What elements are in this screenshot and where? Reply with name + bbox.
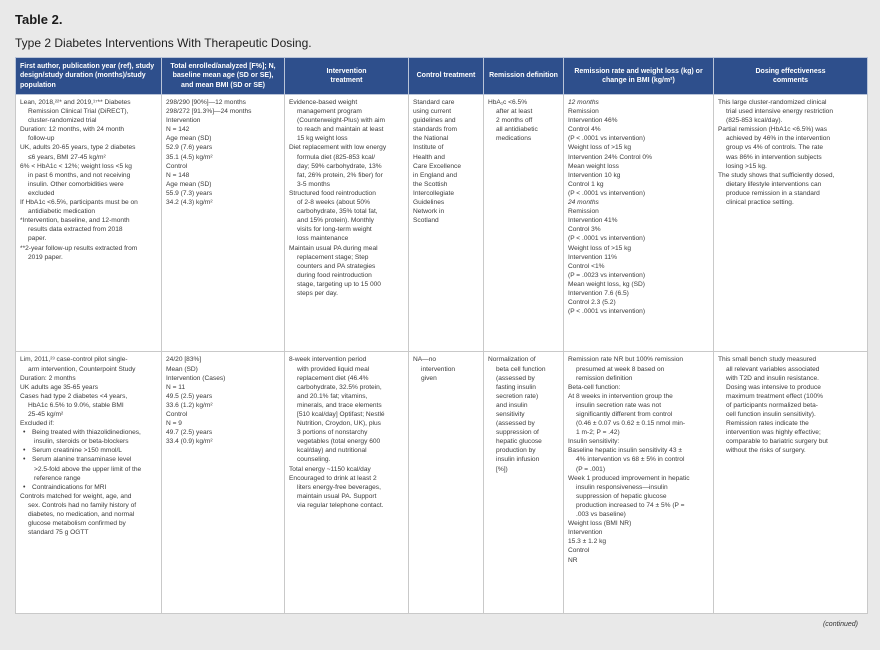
cell-line: (P < .0001 vs intervention) <box>568 135 646 143</box>
cell-line: UK adults age 35-65 years <box>20 383 99 391</box>
cell-line: 3-5 months <box>297 180 330 188</box>
cell-enrolled <box>162 95 285 352</box>
cell-line: Control 3% <box>568 226 601 234</box>
cell-line: (P < .0001 vs intervention) <box>568 189 646 197</box>
header-line: baseline mean age (SD or SE), <box>172 72 274 80</box>
cell-line: of participants normalized beta- <box>726 401 818 409</box>
table-title: Type 2 Diabetes Interventions With Therapeutic Dosing. <box>15 36 312 50</box>
cell-line: via regular telephone contact. <box>297 501 384 509</box>
cell-line: maintain usual PA. Support <box>297 492 377 500</box>
cell-control <box>409 95 484 352</box>
cell-line: (Counterweight-Plus) with aim <box>297 117 385 125</box>
cell-line: 298/272 [91.3%]—24 months <box>166 108 252 116</box>
cell-line: kcal/day) and nutritional <box>297 447 367 455</box>
cell-line: Lean, 2018,²²* and 2019,¹⁷** Diabetes <box>20 99 131 106</box>
cell-line: (assessed by <box>496 420 535 428</box>
cell-line: fasting insulin <box>496 383 536 391</box>
header-line: First author, publication year (ref), study <box>20 63 155 71</box>
cell-line: remission definition <box>576 374 633 382</box>
cell-line: results data extracted from 2018 <box>28 226 123 234</box>
cell-line: suppression of hepatic glucose <box>576 492 667 500</box>
cell-line: secretion rate) <box>496 392 539 400</box>
header-line: Intervention <box>326 67 367 75</box>
header-line: Remission definition <box>489 72 558 80</box>
cell-line: guidelines and <box>413 117 456 125</box>
cell-line: and 20.1% fat; vitamins, <box>297 392 368 400</box>
cell-line: (assessed by <box>496 374 535 382</box>
cell-line: production by <box>496 447 536 455</box>
cell-line: liters energy-free beverages, <box>297 483 381 491</box>
cell-line: 24/20 [83%] <box>166 356 202 364</box>
cell-line: (P = .0023 vs intervention) <box>568 271 646 279</box>
cell-line: Remission Clinical Trial (DiRECT), <box>28 108 129 116</box>
cell-line: Remission <box>568 208 599 216</box>
cell-line: 52.9 (7.6) years <box>166 144 213 152</box>
cell-line: of 2-8 weeks (about 50% <box>297 199 370 207</box>
cell-line: Week 1 produced improvement in hepatic <box>568 474 690 482</box>
header-intervention <box>285 58 409 95</box>
cell-line: (825-853 kcal/day). <box>726 117 783 125</box>
cell-line: Weight loss of >15 kg <box>568 244 632 252</box>
cell-line: presumed at week 8 based on <box>576 365 665 373</box>
cell-line: the National <box>413 135 449 143</box>
cell-line: intervention <box>421 365 456 373</box>
cell-line: Encouraged to drink at least 2 <box>289 474 377 482</box>
cell-line: 4% intervention vs 68 ± 5% in control <box>576 456 685 464</box>
header-study <box>16 58 162 95</box>
bullet-item: • Being treated with thiazolidinediones, <box>20 428 157 437</box>
cell-line: N = 11 <box>166 383 186 391</box>
cell-line: all antidiabetic <box>496 126 538 134</box>
cell-line: Mean (SD) <box>166 365 198 373</box>
cell-line: Age mean (SD) <box>166 135 212 143</box>
cell-line: suppression of <box>496 429 539 437</box>
cell-line: Dosing was intensive to produce <box>726 383 821 391</box>
cell-line: Intervention 46% <box>568 117 618 125</box>
cell-line: losing >15 kg. <box>726 162 767 170</box>
cell-line: day; 59% carbohydrate, 13% <box>297 162 382 170</box>
header-line: treatment <box>330 77 363 84</box>
cell-line: follow-up <box>28 135 55 143</box>
cell-line: insulin responsiveness—insulin <box>576 483 668 491</box>
cell-line: in England and <box>413 171 457 179</box>
cell-line: Duration: 2 months <box>20 374 76 382</box>
cell-line: with provided liquid meal <box>297 365 370 373</box>
cell-line: Control <box>166 162 188 170</box>
cell-line: replacement stage; Step <box>297 253 369 261</box>
cell-line: Control 4% <box>568 126 601 134</box>
cell-line: (P = .001) <box>576 465 606 473</box>
cell-line: insulin, steroids or beta-blockers <box>34 438 129 446</box>
cell-line: (P < .0001 vs intervention) <box>568 308 646 316</box>
cell-line: 33.6 (1.2) kg/m² <box>166 401 213 409</box>
cell-line: management program <box>297 108 362 116</box>
cell-line: counters and PA strategies <box>297 262 376 270</box>
cell-line: vegetables (total energy 600 <box>297 438 381 446</box>
header-line: Total enrolled/analyzed [F%]; N, <box>170 63 276 71</box>
cell-remission-definition <box>484 95 564 352</box>
cell-line: stage, targeting up to 15 000 <box>297 280 381 288</box>
cell-line: formula diet (825-853 kcal/ <box>297 153 376 161</box>
cell-line: 1 m-2; P = .42) <box>576 429 620 437</box>
cell-line: The study shows that sufficiently dosed, <box>718 171 835 179</box>
cell-line: in past 6 months, and not receiving <box>28 171 131 179</box>
cell-line: Intervention 41% <box>568 217 618 225</box>
cell-line: glucose metabolism confirmed by <box>28 520 126 528</box>
cell-line: >2.5-fold above the upper limit of the <box>34 465 142 473</box>
cell-line: insulin secretion rate was not <box>576 401 662 409</box>
cell-line: insulin infusion <box>496 456 540 464</box>
cell-line: production increased to 74 ± 5% (P = <box>576 501 685 509</box>
cell-line: insulin. Other comorbidities were <box>28 180 124 188</box>
cell-line: N = 148 <box>166 171 190 179</box>
cell-line: 2 months off <box>496 117 533 125</box>
bullet-item: • Serum alanine transaminase level <box>20 455 157 464</box>
cell-line: to reach and maintain at least <box>297 126 384 134</box>
cell-line: using current <box>413 108 452 116</box>
cell-line: Control 2.3 (5.2) <box>568 299 616 307</box>
cell-line: Health and <box>413 153 445 161</box>
cell-line: Age mean (SD) <box>166 180 212 188</box>
header-line: Remission rate and weight loss (kg) or <box>574 67 703 75</box>
cell-line: 35.1 (4.5) kg/m² <box>166 153 213 161</box>
cell-line: (0.46 ± 0.07 vs 0.62 ± 0.15 nmol min- <box>576 420 686 428</box>
cell-line: 25-45 kg/m² <box>28 411 64 419</box>
cell-line: Care Excellence <box>413 162 462 170</box>
cell-line: Intervention <box>568 529 603 537</box>
cell-line: given <box>421 374 437 382</box>
cell-line: 15.3 ± 1.2 kg <box>568 538 607 546</box>
header-remission-rate <box>564 58 714 95</box>
cell-line: N = 142 <box>166 126 190 134</box>
cell-line: Institute of <box>413 144 444 152</box>
cell-line: Intervention 10 kg <box>568 171 621 179</box>
cell-line: carbohydrate, 35% total fat, <box>297 208 378 216</box>
bullet-item: • Serum creatinine >150 mmol/L <box>20 446 157 455</box>
cell-line: [%]) <box>496 465 508 473</box>
cell-line: 33.4 (0.9) kg/m² <box>166 438 213 446</box>
cell-line: sensitivity <box>496 411 525 419</box>
cell-line: 24 months <box>568 199 599 207</box>
cell-line: Remission rate NR but 100% remission <box>568 356 684 364</box>
cell-line: Mean weight loss <box>568 162 619 170</box>
cell-line: maximum treatment effect (100% <box>726 392 823 400</box>
cell-line: fat, 26% protein, 2% fiber) for <box>297 171 383 179</box>
cell-line: This large cluster-randomized clinical <box>718 99 827 106</box>
cell-line: standards from <box>413 126 457 134</box>
cell-remission-definition <box>484 352 564 614</box>
cell-line: *Intervention, baseline, and 12-month <box>20 217 130 225</box>
cell-line: Evidence-based weight <box>289 99 358 106</box>
cell-line: Intervention 11% <box>568 253 617 261</box>
cell-line: Baseline hepatic insulin sensitivity 43 ± <box>568 447 682 455</box>
table-row <box>16 95 868 352</box>
bullet-item: • Contraindications for MRI <box>20 483 157 492</box>
cell-line: If HbA1c <6.5%, participants must be on <box>20 199 138 207</box>
cell-line: standard 75 g OGTT <box>28 529 89 537</box>
cell-intervention <box>285 352 409 614</box>
cell-line: Intervention 24% Control 0% <box>568 153 652 161</box>
cell-line: HbA1c 6.5% to 9.0%, stable BMI <box>28 401 124 409</box>
cell-line: hepatic glucose <box>496 438 542 446</box>
cell-line: 6% < HbA1c < 12%; weight loss <5 kg <box>20 162 132 170</box>
cell-line: 298/290 [90%]—12 months <box>166 99 246 106</box>
cell-line: 49.5 (2.5) years <box>166 392 213 400</box>
cell-line: beta cell function <box>496 365 546 373</box>
cell-line: arm intervention, Counterpoint Study <box>28 365 136 373</box>
cell-line: antidiabetic medication <box>28 208 96 216</box>
cell-line: with T2D and insulin resistance. <box>726 374 819 382</box>
cell-line: HbA₁c <6.5% <box>488 99 528 106</box>
cell-line: NR <box>568 556 578 564</box>
cell-line: achieved by 46% in the intervention <box>726 135 831 143</box>
header-line: change in BMI (kg/m²) <box>602 77 675 84</box>
cell-line: dietary lifestyle interventions can <box>726 180 822 188</box>
header-enrolled <box>162 58 285 95</box>
cell-line: 49.7 (2.5) years <box>166 429 213 437</box>
header-line: and mean BMI (SD or SE) <box>180 81 265 89</box>
cell-line: Total energy ~1150 kcal/day <box>289 465 371 473</box>
cell-comments <box>714 352 868 614</box>
cell-line: all relevant variables associated <box>726 365 820 373</box>
cell-line: Structured food reintroduction <box>289 189 376 197</box>
header-dosing-effectiveness <box>714 58 868 95</box>
cell-intervention <box>285 95 409 352</box>
cell-line: Intervention (Cases) <box>166 374 226 382</box>
cell-line: Weight loss (BMI NR) <box>568 520 632 528</box>
cell-line: Control <1% <box>568 262 605 270</box>
header-line: population <box>20 81 56 89</box>
cell-line: Cases had type 2 diabetes <4 years, <box>20 392 128 400</box>
table-number: Table 2. <box>15 12 63 27</box>
cell-line: At 8 weeks in intervention group the <box>568 392 673 400</box>
cell-line: 34.2 (4.3) kg/m² <box>166 199 213 207</box>
cell-line: during food reintroduction <box>297 271 372 279</box>
cell-line: Mean weight loss, kg (SD) <box>568 280 645 288</box>
cell-line: .003 vs baseline) <box>576 511 626 519</box>
cell-line: produce remission in a standard <box>726 189 820 197</box>
cell-line: Insulin sensitivity: <box>568 438 620 446</box>
cell-line: (P < .0001 vs intervention) <box>568 235 646 243</box>
continued-note: (continued) <box>822 621 858 628</box>
cell-line: Standard care <box>413 99 455 106</box>
cell-line: reference range <box>34 474 81 482</box>
cell-line: Lim, 2011,²³ case-control pilot single- <box>20 356 128 364</box>
header-control <box>409 58 484 95</box>
cell-remission-rate <box>564 352 714 614</box>
cell-line: carbohydrate, 32.5% protein, <box>297 383 382 391</box>
cell-line: Controls matched for weight, age, and <box>20 492 132 500</box>
cell-line: paper. <box>28 235 47 243</box>
cell-comments <box>714 95 868 352</box>
cell-line: Remission rates indicate the <box>726 420 809 428</box>
header-line: Control treatment <box>416 72 476 80</box>
cell-line: group vs 4% of controls. The rate <box>726 144 824 152</box>
cell-line: without the risks of surgery. <box>726 447 806 455</box>
cell-line: Nutrition, Croydon, UK), plus <box>297 420 381 428</box>
cell-line: was 86% in intervention subjects <box>726 153 822 161</box>
cell-line: Beta-cell function: <box>568 383 621 391</box>
cell-line: NA—no <box>413 356 437 364</box>
cell-line: comparable to bariatric surgery but <box>726 438 828 446</box>
cell-line: **2-year follow-up results extracted from <box>20 244 138 252</box>
header-remission-definition <box>484 58 564 95</box>
cell-line: clinical practice setting. <box>726 199 794 207</box>
cell-line: Normalization of <box>488 356 536 364</box>
cell-study <box>16 352 162 614</box>
cell-control <box>409 352 484 614</box>
cell-line: excluded <box>28 189 55 197</box>
header-row <box>16 58 868 95</box>
cell-line: N = 9 <box>166 420 182 428</box>
cell-line: significantly different from control <box>576 411 673 419</box>
cell-line: Intervention <box>166 117 201 125</box>
cell-line: counseling. <box>297 456 331 464</box>
cell-line: Control <box>166 411 188 419</box>
cell-line: replacement diet (46.4% <box>297 374 369 382</box>
cell-line: Control <box>568 547 590 555</box>
cell-line: medications <box>496 135 532 143</box>
cell-line: Maintain usual PA during meal <box>289 244 378 252</box>
cell-remission-rate <box>564 95 714 352</box>
cell-line: Intervention 7.6 (6.5) <box>568 289 629 297</box>
cell-line: Intercollegiate <box>413 189 455 197</box>
cell-line: trial used intensive energy restriction <box>726 108 834 116</box>
cell-line: This small bench study measured <box>718 356 817 364</box>
cell-line: visits for long-term weight <box>297 226 372 234</box>
cell-line: cell function insulin sensitivity). <box>726 411 816 419</box>
cell-line: 12 months <box>568 99 599 106</box>
cell-line: intervention was highly effective; <box>726 429 821 437</box>
cell-line: Excluded if: <box>20 420 55 428</box>
cell-line: and insulin <box>496 401 528 409</box>
cell-line: 55.9 (7.3) years <box>166 189 213 197</box>
header-line: Dosing effectiveness <box>755 67 826 75</box>
cell-line: 15 kg weight loss <box>297 135 348 143</box>
header-line: comments <box>772 77 808 84</box>
cell-line: Control 1 kg <box>568 180 604 188</box>
cell-line: Network in <box>413 208 445 216</box>
cell-line: cluster-randomized trial <box>28 117 97 125</box>
cell-line: Remission <box>568 108 599 116</box>
cell-line: and 15% protein). Monthly <box>297 217 374 225</box>
cell-line: Diet replacement with low energy <box>289 144 387 152</box>
interventions-table <box>15 57 868 614</box>
cell-study <box>16 95 162 352</box>
cell-line: UK, adults 20-65 years, type 2 diabetes <box>20 144 136 152</box>
cell-line: Scotland <box>413 217 439 225</box>
cell-line: diabetes, no medication, and normal <box>28 511 135 519</box>
header-line: design/study duration (months)/study <box>20 72 146 80</box>
cell-line: [510 kcal/day] Optifast; Nestlé <box>297 411 385 419</box>
cell-line: after at least <box>496 108 533 116</box>
cell-line: loss maintenance <box>297 235 349 243</box>
table-row <box>16 352 868 614</box>
cell-line: 3 portions of nonstarchy <box>297 429 368 437</box>
cell-line: Duration: 12 months, with 24 month <box>20 126 125 134</box>
cell-line: the Scottish <box>413 180 448 188</box>
cell-line: minerals, and trace elements <box>297 401 382 409</box>
cell-line: ≤6 years, BMI 27-45 kg/m² <box>28 153 106 161</box>
cell-line: 2019 paper. <box>28 253 63 261</box>
cell-line: Partial remission (HbA1c <6.5%) was <box>718 126 828 134</box>
cell-line: steps per day. <box>297 289 338 297</box>
cell-enrolled <box>162 352 285 614</box>
cell-line: sex. Controls had no family history of <box>28 501 137 509</box>
cell-line: Weight loss of >15 kg <box>568 144 632 152</box>
cell-line: 8-week intervention period <box>289 356 367 364</box>
cell-line: Guidelines <box>413 199 445 207</box>
